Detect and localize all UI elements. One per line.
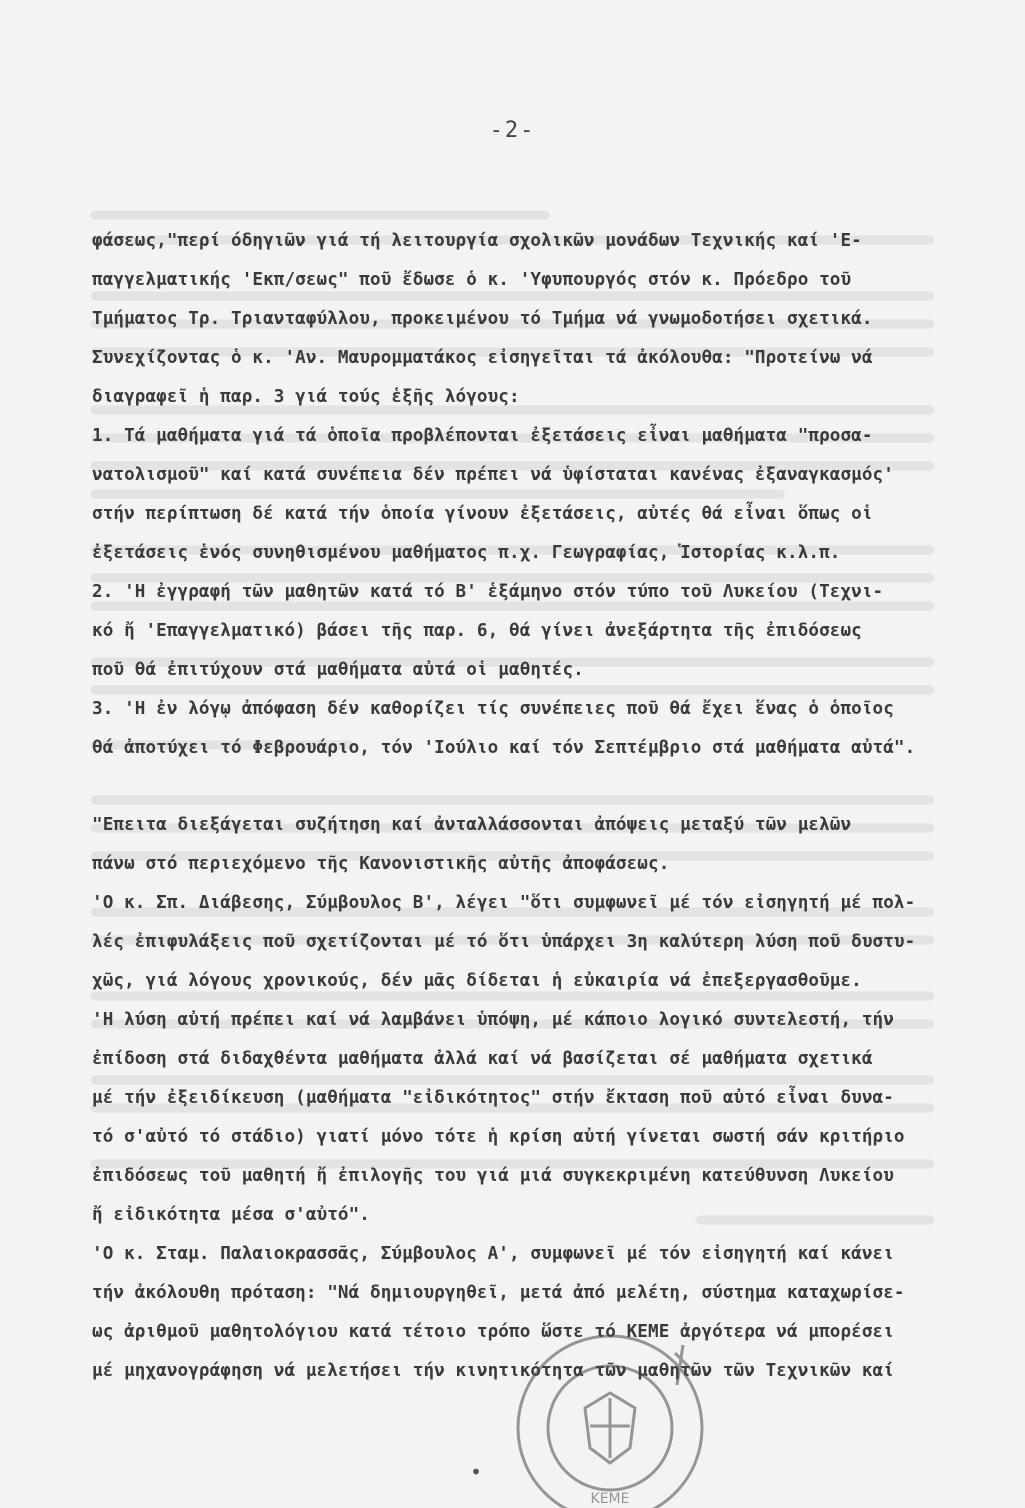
text-line: μέ τήν ἐξειδίκευση (μαθήματα "εἰδικότητος" στήν ἔκταση ποῦ αὐτό εἶναι δυνα- [92,1088,894,1108]
text-line: 'Ο κ. Σταμ. Παλαιοκρασσᾶς, Σύμβουλος Α', συμφωνεῖ μέ τόν εἰσηγητή καί κάνει [92,1244,894,1264]
text-line: 'Η λύση αὐτή πρέπει καί νά λαμβάνει ὑπόψη, μέ κάποιο λογικό συντελεστή, τήν [92,1010,894,1030]
text-line: χῶς, γιά λόγους χρονικούς, δέν μᾶς δίδεται ἡ εὐκαιρία νά ἐπεξεργασθοῦμε. [92,971,862,991]
text-line: μέ μηχανογράφηση νά μελετήσει τήν κινητικότητα τῶν μαθητῶν τῶν Τεχνικῶν καί [92,1361,894,1381]
text-line: τό σ'αὐτό τό στάδιο) γιατί μόνο τότε ἡ κρίση αὐτή γίνεται σωστή σάν κριτήριο [92,1127,905,1147]
text-line: πάνω στό περιεχόμενο τῆς Κανονιστικῆς αὐτῆς ἀποφάσεως. [92,854,670,874]
text-line: ἐξετάσεις ἑνός συνηθισμένου μαθήματος π.χ. Γεωγραφίας, Ἱστορίας κ.λ.π. [92,543,841,563]
seal-text: ΚΕΜΕ [590,1491,630,1507]
official-seal-stamp [490,1298,730,1508]
text-line: Συνεχίζοντας ὁ κ. 'Αν. Μαυρομματάκος εἰσηγεῖται τά ἀκόλουθα: "Προτείνω νά [92,348,873,368]
text-line: θά ἀποτύχει τό Φεβρουάριο, τόν 'Ιούλιο καί τόν Σεπτέμβριο στά μαθήματα αὐτά". [92,738,916,758]
text-line: κό ἤ 'Επαγγελματικό) βάσει τῆς παρ. 6, θά γίνει ἀνεξάρτητα τῆς ἐπιδόσεως [92,621,862,641]
text-line: ως ἀριθμοῦ μαθητολόγιου κατά τέτοιο τρόπο ὥστε τό ΚΕΜΕ ἀργότερα νά μπορέσει [92,1322,894,1342]
paragraph-gap [92,768,972,806]
margin-dot: • [470,1460,483,1484]
typed-body-text [92,222,972,1391]
text-line: νατολισμοῦ" καί κατά συνέπεια δέν πρέπει νά ὑφίσταται κανένας ἐξαναγκασμός' [92,465,894,485]
text-line: παγγελματικής 'Εκπ/σεως" ποῦ ἔδωσε ὁ κ. 'Υφυπουργός στόν κ. Πρόεδρο τοῦ [92,270,852,290]
text-line: ἤ εἰδικότητα μέσα σ'αὐτό". [92,1205,371,1225]
page-number: -2- [489,118,536,143]
text-line: λές ἐπιφυλάξεις ποῦ σχετίζονται μέ τό ὅτι ὑπάρχει 3η καλύτερη λύση ποῦ δυστυ- [92,932,916,952]
text-line: διαγραφεῖ ἡ παρ. 3 γιά τούς ἑξῆς λόγους: [92,387,520,407]
text-line: Τμήματος Τρ. Τριανταφύλλου, προκειμένου τό Τμήμα νά γνωμοδοτήσει σχετικά. [92,309,873,329]
text-line: τήν ἀκόλουθη πρόταση: "Νά δημιουργηθεῖ, μετά ἀπό μελέτη, σύστημα καταχωρίσε- [92,1283,905,1303]
text-line: "Επειτα διεξάγεται συζήτηση καί ἀνταλλάσσονται ἀπόψεις μεταξύ τῶν μελῶν [92,815,852,835]
text-line: ποῦ θά ἐπιτύχουν στά μαθήματα αὐτά οἱ μαθητές. [92,660,584,680]
text-line: 1. Τά μαθήματα γιά τά ὁποῖα προβλέπονται ἐξετάσεις εἶναι μαθήματα "προσα- [92,426,873,446]
text-line: ἐπιδόσεως τοῦ μαθητή ἤ ἐπιλογῆς του γιά μιά συγκεκριμένη κατεύθυνση Λυκείου [92,1166,894,1186]
text-line: 3. 'Η ἐν λόγῳ ἀπόφαση δέν καθορίζει τίς συνέπειες ποῦ θά ἔχει ἕνας ὁ ὁποῖος [92,699,894,719]
text-line: φάσεως,"περί όδηγιῶν γιά τή λειτουργία σχολικῶν μονάδων Τεχνικής καί 'Ε- [92,231,862,251]
paragraph-proposal [92,222,972,768]
text-line: 2. 'Η ἐγγραφή τῶν μαθητῶν κατά τό Β' ἑξάμηνο στόν τύπο τοῦ Λυκείου (Τεχνι- [92,582,884,602]
text-line: 'Ο κ. Σπ. Διάβεσης, Σύμβουλος Β', λέγει "ὅτι συμφωνεῖ μέ τόν εἰσηγητή μέ πολ- [92,893,916,913]
text-line: στήν περίπτωση δέ κατά τήν ὁποία γίνουν ἐξετάσεις, αὐτές θά εἶναι ὅπως οἱ [92,504,873,524]
text-line: ἐπίδοση στά διδαχθέντα μαθήματα ἀλλά καί νά βασίζεται σέ μαθήματα σχετικά [92,1049,873,1069]
